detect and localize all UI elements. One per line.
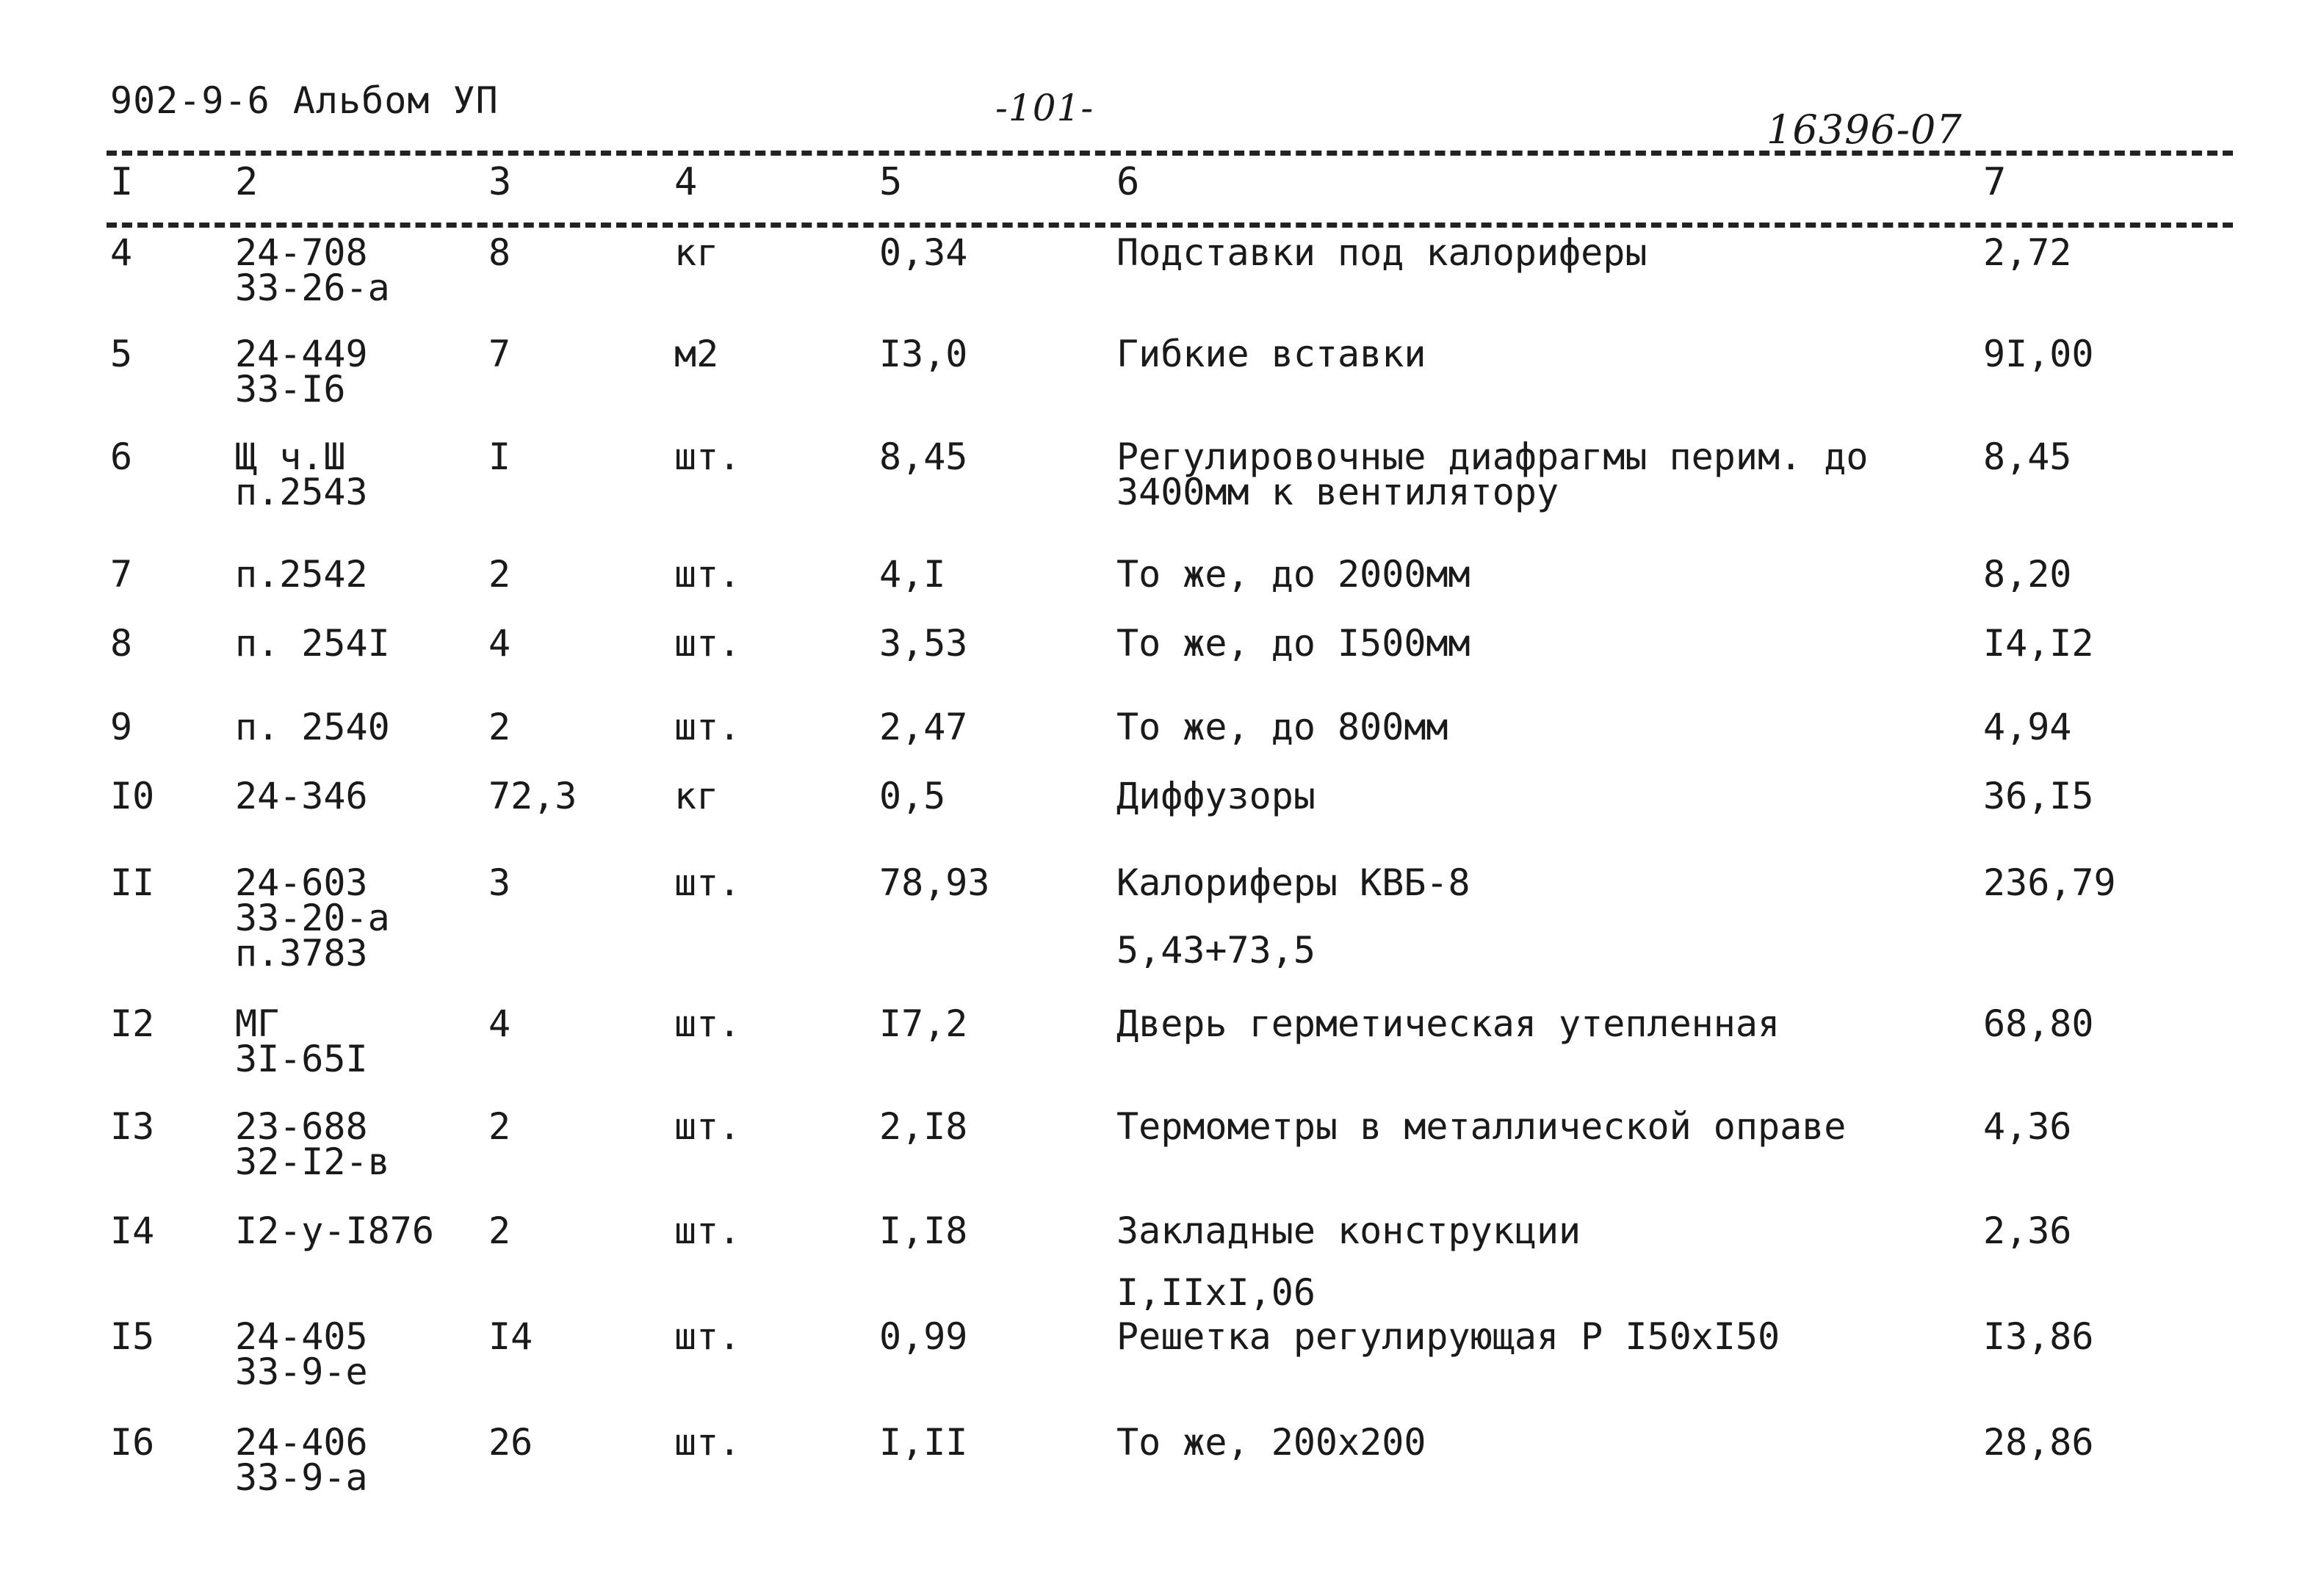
row-code: п. 254I: [235, 622, 390, 665]
column-header-7: 7: [1983, 160, 2007, 204]
row-price: 0,99: [879, 1315, 968, 1358]
row-unit: шт.: [674, 1105, 741, 1148]
row-note: I,IIxI,06: [1116, 1271, 1316, 1314]
row-unit: м2: [674, 333, 719, 375]
row-price: 4,I: [879, 553, 946, 596]
page-number: -101-: [995, 87, 1094, 129]
row-name: Термометры в металлической оправе: [1116, 1105, 1847, 1148]
row-quantity: 72,3: [488, 775, 577, 817]
row-number: 4: [110, 231, 133, 274]
row-number: I5: [110, 1315, 155, 1358]
row-code: 24-449 33-I6: [235, 333, 368, 411]
row-code: п. 2540: [235, 706, 390, 748]
row-total: 2,36: [1983, 1210, 2072, 1252]
row-code: Щ ч.Ш п.2543: [235, 435, 368, 513]
row-quantity: 8: [488, 231, 511, 274]
row-price: I3,0: [879, 333, 968, 375]
row-total: 4,94: [1983, 706, 2072, 748]
row-price: I,I8: [879, 1210, 968, 1252]
row-quantity: 4: [488, 1002, 511, 1045]
row-name: Дверь герметическая утепленная: [1116, 1002, 1780, 1045]
row-name: Закладные конструкции: [1116, 1210, 1581, 1252]
row-number: I4: [110, 1210, 155, 1252]
row-unit: кг: [674, 775, 719, 817]
row-unit: кг: [674, 231, 719, 274]
header-rule-top: [107, 151, 2233, 156]
row-name: Решетка регулирующая Р I50xI50: [1116, 1315, 1780, 1358]
row-code: п.2542: [235, 553, 368, 596]
row-name: То же, до 800мм: [1116, 706, 1448, 748]
row-number: 9: [110, 706, 133, 748]
row-total: 28,86: [1983, 1421, 2094, 1464]
row-unit: шт.: [674, 1315, 741, 1358]
row-total: 2,72: [1983, 231, 2072, 274]
row-number: I2: [110, 1002, 155, 1045]
row-quantity: 2: [488, 1105, 511, 1148]
row-quantity: 2: [488, 706, 511, 748]
row-name: То же, 200x200: [1116, 1421, 1426, 1464]
row-total: I4,I2: [1983, 622, 2094, 665]
row-total: 8,45: [1983, 435, 2072, 478]
row-quantity: 7: [488, 333, 511, 375]
document-code: 902-9-6 Альбом УП: [110, 79, 499, 122]
header-rule-bottom: [107, 223, 2233, 228]
row-number: 5: [110, 333, 133, 375]
sheet-id: 16396-07: [1767, 106, 1963, 153]
row-number: II: [110, 861, 155, 904]
row-name: Диффузоры: [1116, 775, 1316, 817]
row-number: 7: [110, 553, 133, 596]
row-total: 9I,00: [1983, 333, 2094, 375]
row-quantity: 2: [488, 1210, 511, 1252]
row-note: 5,43+73,5: [1116, 929, 1316, 972]
column-header-3: 3: [488, 160, 512, 204]
row-price: 0,34: [879, 231, 968, 274]
row-price: 3,53: [879, 622, 968, 665]
row-name: Подставки под калориферы: [1116, 231, 1648, 274]
row-quantity: 2: [488, 553, 511, 596]
row-unit: шт.: [674, 1210, 741, 1252]
row-number: 8: [110, 622, 133, 665]
row-price: 2,47: [879, 706, 968, 748]
column-header-4: 4: [674, 160, 698, 204]
row-name: Гибкие вставки: [1116, 333, 1426, 375]
row-number: I3: [110, 1105, 155, 1148]
row-name: Регулировочные диафрагмы перим. до 3400мм к вентилятору: [1116, 435, 1869, 513]
column-header-5: 5: [879, 160, 903, 204]
row-price: 8,45: [879, 435, 968, 478]
row-code: 24-406 33-9-a: [235, 1421, 368, 1499]
row-number: 6: [110, 435, 133, 478]
row-price: I7,2: [879, 1002, 968, 1045]
row-code: I2-у-I876: [235, 1210, 434, 1252]
row-total: 68,80: [1983, 1002, 2094, 1045]
row-code: 24-405 33-9-e: [235, 1315, 368, 1393]
column-header-6: 6: [1116, 160, 1140, 204]
row-quantity: 3: [488, 861, 511, 904]
row-name: Калориферы КВБ-8: [1116, 861, 1470, 904]
row-number: I6: [110, 1421, 155, 1464]
row-code: 23-688 32-I2-в: [235, 1105, 390, 1183]
row-price: I,II: [879, 1421, 968, 1464]
row-name: То же, до I500мм: [1116, 622, 1470, 665]
row-unit: шт.: [674, 861, 741, 904]
row-total: 236,79: [1983, 861, 2116, 904]
row-name: То же, до 2000мм: [1116, 553, 1470, 596]
row-price: 0,5: [879, 775, 946, 817]
row-total: I3,86: [1983, 1315, 2094, 1358]
row-code: 24-708 33-26-a: [235, 231, 390, 309]
column-header-2: 2: [235, 160, 259, 204]
row-quantity: I: [488, 435, 511, 478]
row-unit: шт.: [674, 1421, 741, 1464]
row-code: 24-603 33-20-a п.3783: [235, 861, 390, 975]
row-code: 24-346: [235, 775, 368, 817]
row-unit: шт.: [674, 435, 741, 478]
row-quantity: 26: [488, 1421, 533, 1464]
row-unit: шт.: [674, 706, 741, 748]
row-total: 8,20: [1983, 553, 2072, 596]
row-price: 2,I8: [879, 1105, 968, 1148]
row-price: 78,93: [879, 861, 990, 904]
row-total: 4,36: [1983, 1105, 2072, 1148]
row-unit: шт.: [674, 622, 741, 665]
row-unit: шт.: [674, 1002, 741, 1045]
row-number: I0: [110, 775, 155, 817]
row-code: МГ 3I-65I: [235, 1002, 368, 1080]
row-unit: шт.: [674, 553, 741, 596]
row-quantity: 4: [488, 622, 511, 665]
row-total: 36,I5: [1983, 775, 2094, 817]
column-header-1: I: [110, 160, 134, 204]
row-quantity: I4: [488, 1315, 533, 1358]
